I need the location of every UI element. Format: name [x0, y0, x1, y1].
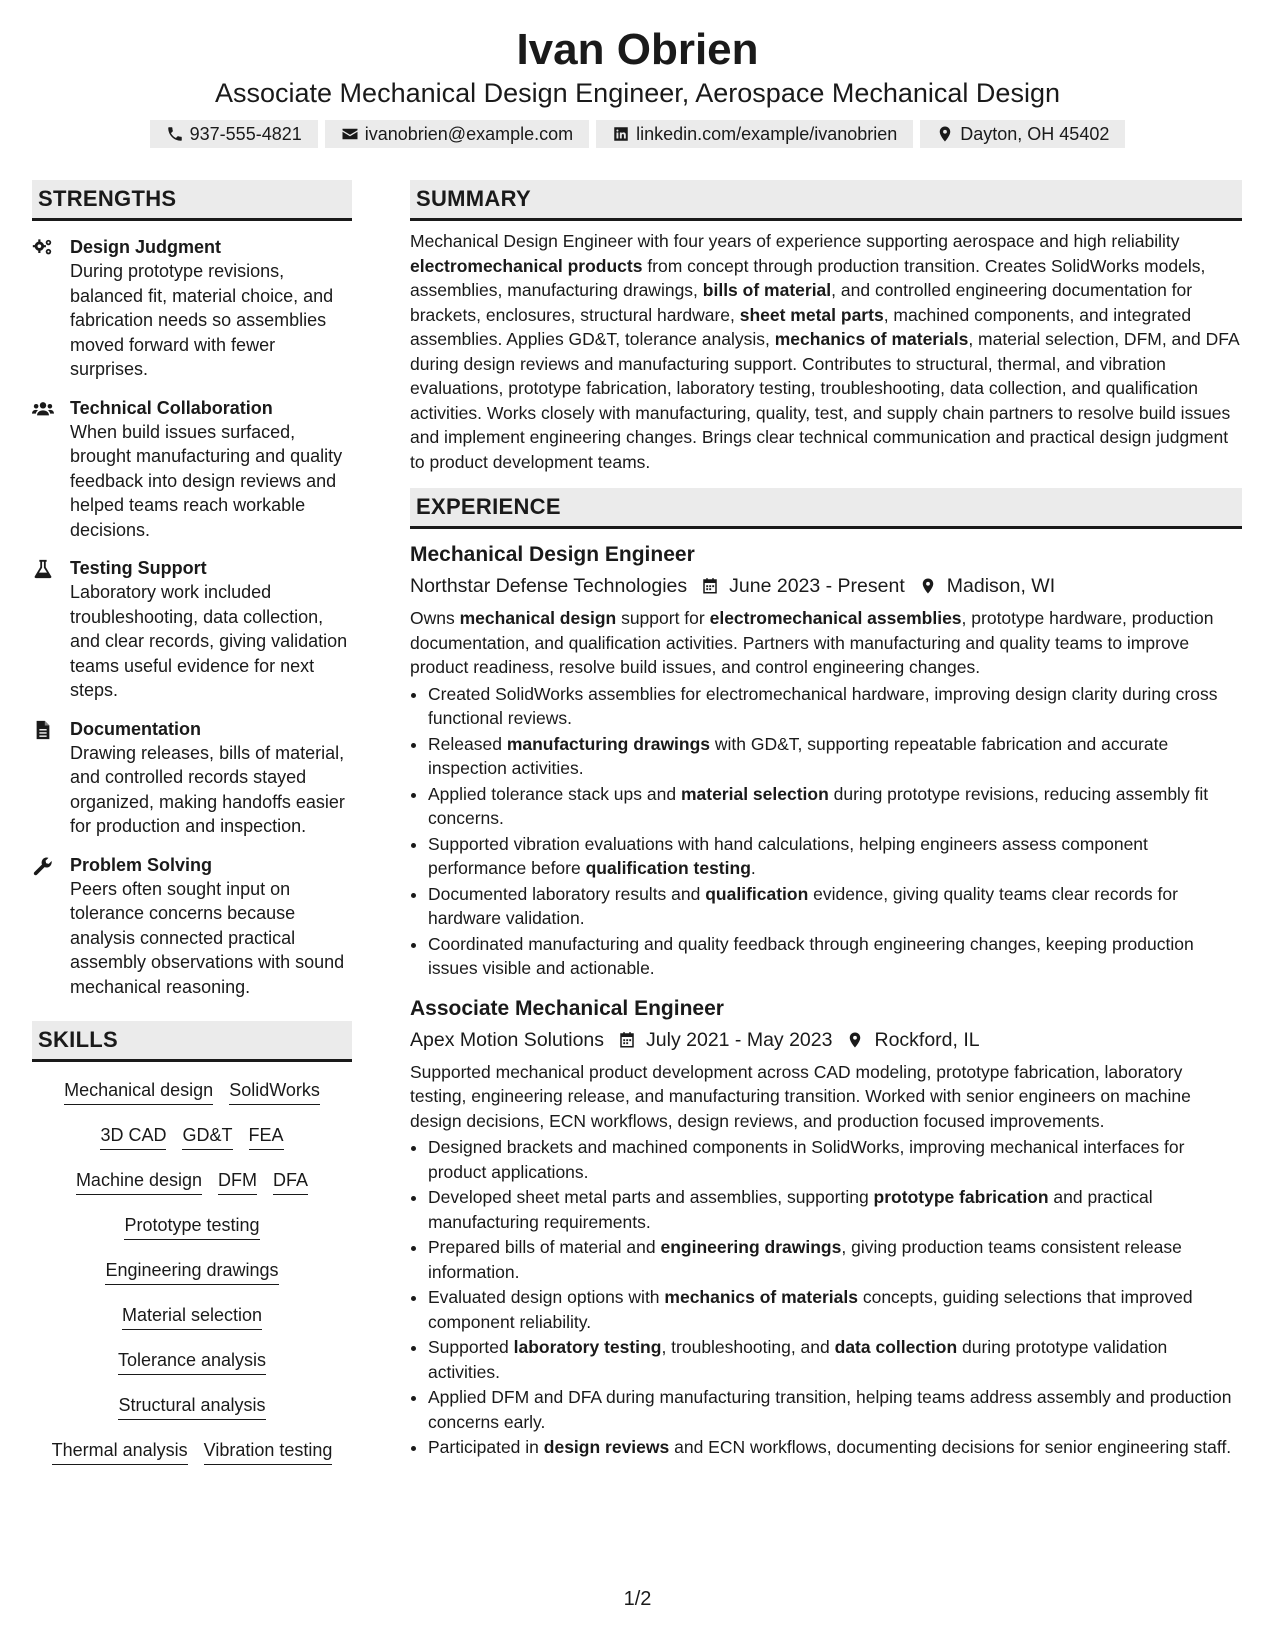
candidate-headline: Associate Mechanical Design Engineer, Aerospace Mechanical Design	[215, 78, 1060, 108]
envelope-icon	[341, 125, 359, 143]
bullet-text: Supported vibration evaluations with hand calculations, helping engineers assess component performance before	[428, 833, 1148, 878]
strength-item	[32, 235, 352, 382]
contact-bar	[0, 120, 1275, 148]
job-bullet	[428, 1185, 1242, 1234]
job-bullet	[428, 682, 1242, 731]
skill-row	[32, 1168, 352, 1213]
strength-item	[32, 556, 352, 703]
strength-description: Laboratory work included troubleshooting, data collection, and clear records, giving validation teams useful evidence for next steps.	[70, 582, 348, 700]
job-description-emphasis: electromechanical assemblies	[709, 608, 962, 628]
contact-email-text: ivanobrien@example.com	[364, 123, 574, 144]
summary-text: from concept through production transition. Creates SolidWorks models, assemblies, manufacturing drawings,	[410, 255, 1206, 300]
summary-emphasis: sheet metal parts	[739, 304, 884, 325]
summary-emphasis: bills of material	[702, 280, 832, 300]
skill-tag: DFA	[273, 1168, 308, 1195]
job-bullet	[428, 882, 1242, 931]
bullet-text: .	[750, 858, 756, 878]
bullet-text: evidence, giving quality teams clear records for hardware validation.	[428, 883, 1178, 928]
job-description-text: Owns	[410, 608, 460, 628]
contact-phone-text: 937-555-4821	[189, 123, 302, 144]
bullet-emphasis: engineering drawings	[660, 1237, 842, 1257]
skill-tag: Vibration testing	[204, 1438, 333, 1465]
job-title: Mechanical Design Engineer	[410, 543, 695, 566]
bullet-emphasis: data collection	[834, 1337, 958, 1357]
summary-emphasis: mechanics of materials	[774, 329, 969, 349]
skill-tag: Engineering drawings	[105, 1258, 278, 1285]
file-icon	[32, 720, 54, 740]
skill-tag: GD&T	[182, 1123, 232, 1150]
bullet-text: Supported	[428, 1337, 514, 1357]
job-bullet	[428, 1135, 1242, 1184]
bullet-text: Evaluated design options with	[428, 1287, 665, 1307]
bullet-text: and practical manufacturing requirements.	[428, 1187, 1153, 1232]
job-company: Apex Motion Solutions	[410, 1028, 605, 1051]
bullet-text: Designed brackets and machined components in SolidWorks, improving mechanical interfaces for product applications.	[428, 1137, 1185, 1182]
skills-heading: SKILLS	[32, 1021, 352, 1062]
contact-linkedin-text: linkedin.com/example/ivanobrien	[636, 123, 898, 144]
skills-list	[32, 1078, 352, 1483]
wrench-icon	[32, 856, 54, 876]
bullet-text: and ECN workflows, documenting decisions for senior engineering staff.	[669, 1437, 1232, 1457]
strength-description: Peers often sought input on tolerance concerns because analysis connected practical assembly observations with sound mechanical reasoning.	[70, 878, 345, 997]
strength-item	[32, 396, 352, 543]
job-description	[410, 606, 1242, 680]
job-meta	[410, 1026, 1242, 1054]
job-title: Associate Mechanical Engineer	[410, 996, 724, 1020]
page-number: 1/2	[623, 1588, 652, 1610]
strength-title: Technical Collaboration	[70, 397, 273, 418]
job-description-text: , prototype hardware, production documentation, and qualification activities. Partners with manufacturing and quality teams to improve product readiness, resolve build issues, and control engineering changes.	[410, 608, 1214, 677]
bullet-emphasis: manufacturing drawings	[506, 733, 711, 754]
bullet-text: during prototype revisions, reducing assembly fit concerns.	[428, 783, 1209, 828]
bullet-text: , giving production teams consistent release information.	[428, 1237, 1182, 1282]
contact-email[interactable]	[325, 120, 589, 148]
job-description-text: support for	[616, 608, 710, 628]
skill-row	[32, 1393, 352, 1438]
job-bullets	[410, 682, 1242, 981]
strength-title: Design Judgment	[70, 237, 222, 257]
job-entry	[410, 995, 1242, 1460]
bullet-emphasis: qualification	[705, 883, 809, 904]
strength-description: When build issues surfaced, brought manufacturing and quality feedback into design reviews and helped teams reach workable decisions.	[70, 421, 343, 540]
strength-title: Documentation	[70, 718, 202, 739]
contact-linkedin[interactable]	[596, 120, 913, 148]
job-meta	[410, 572, 1242, 600]
strength-item	[32, 717, 352, 839]
job-description	[410, 1060, 1242, 1134]
skill-row	[32, 1213, 352, 1258]
job-bullet	[428, 1435, 1242, 1460]
skill-row	[32, 1438, 352, 1483]
resume-header	[0, 0, 1275, 148]
bullet-text: Developed sheet metal parts and assemblies, supporting	[428, 1187, 874, 1207]
bullet-text: Prepared bills of material and	[428, 1237, 661, 1257]
skill-row	[32, 1258, 352, 1303]
linkedin-icon	[612, 125, 630, 143]
bullet-emphasis: laboratory testing	[513, 1337, 662, 1357]
strength-title: Problem Solving	[70, 854, 213, 875]
contact-location	[920, 120, 1125, 148]
skill-row	[32, 1348, 352, 1393]
job-dates: July 2021 - May 2023	[646, 1028, 833, 1051]
job-bullet	[428, 1335, 1242, 1384]
summary-heading: SUMMARY	[410, 180, 1242, 221]
calendar-icon	[701, 577, 719, 595]
job-bullets	[410, 1135, 1242, 1460]
gears-icon	[32, 238, 54, 258]
skill-tag: Mechanical design	[64, 1078, 213, 1105]
job-location: Madison, WI	[946, 575, 1056, 597]
skill-tag: Machine design	[76, 1168, 202, 1195]
bullet-text: Applied DFM and DFA during manufacturing transition, helping teams address assembly and production concerns early.	[428, 1387, 1232, 1432]
skill-tag: Material selection	[122, 1303, 262, 1330]
job-entry	[410, 541, 1242, 981]
bullet-emphasis: design reviews	[543, 1437, 670, 1457]
job-bullet	[428, 932, 1242, 981]
skill-tag: DFM	[218, 1168, 257, 1195]
bullet-emphasis: mechanics of materials	[664, 1287, 858, 1307]
flask-icon	[32, 559, 54, 579]
job-bullet	[428, 832, 1242, 881]
skill-row	[32, 1078, 352, 1123]
job-bullet	[428, 732, 1242, 781]
map-pin-icon	[936, 125, 954, 143]
bullet-emphasis: qualification testing	[585, 858, 751, 878]
candidate-name: Ivan Obrien	[516, 25, 759, 74]
bullet-text: Created SolidWorks assemblies for electromechanical hardware, improving design clarity during cross functional reviews.	[428, 683, 1218, 728]
skill-tag: Structural analysis	[118, 1393, 265, 1420]
left-column	[32, 180, 352, 1483]
skill-tag: Tolerance analysis	[118, 1348, 266, 1375]
summary-text: Mechanical Design Engineer with four years of experience supporting aerospace and high reliability	[410, 231, 1180, 251]
job-bullet	[428, 1235, 1242, 1284]
strength-description: During prototype revisions, balanced fit, material choice, and fabrication needs so assemblies moved forward with fewer surprises.	[70, 261, 334, 379]
calendar-icon	[618, 1031, 636, 1049]
job-bullet	[428, 782, 1242, 831]
experience-list	[410, 541, 1242, 1460]
right-column	[410, 180, 1242, 1461]
bullet-text: Applied tolerance stack ups and	[428, 783, 681, 804]
contact-location-text: Dayton, OH 45402	[960, 123, 1110, 144]
bullet-text: Documented laboratory results and	[428, 883, 706, 904]
phone-icon	[166, 125, 184, 143]
job-company: Northstar Defense Technologies	[410, 575, 688, 597]
bullet-text: Coordinated manufacturing and quality feedback through engineering changes, keeping production issues visible and actionable.	[428, 933, 1194, 978]
skill-tag: Prototype testing	[124, 1213, 259, 1240]
job-description-text: Supported mechanical product development across CAD modeling, prototype fabrication, laboratory testing, engineering release, and manufacturing transition. Worked with senior engineers on machine design decisions, ECN workflows, design reviews, and production focused improvements.	[410, 1061, 1191, 1131]
strength-item	[32, 853, 352, 1000]
bullet-text: , troubleshooting, and	[661, 1337, 835, 1357]
skill-tag: Thermal analysis	[52, 1438, 188, 1465]
experience-heading: EXPERIENCE	[410, 488, 1242, 529]
bullet-text: during prototype validation activities.	[428, 1337, 1168, 1382]
skill-tag: 3D CAD	[100, 1123, 166, 1150]
users-icon	[32, 399, 54, 419]
job-bullet	[428, 1385, 1242, 1434]
bullet-text: Participated in	[428, 1437, 544, 1457]
contact-phone[interactable]	[150, 120, 318, 148]
bullet-text: with GD&T, supporting repeatable fabrication and accurate inspection activities.	[428, 733, 1169, 778]
summary-text: , material selection, DFM, and DFA during design reviews and manufacturing support. Contributes to structural, thermal, and vibration evaluations, prototype fabrication, laboratory testing, troubleshooting, data collection, and qualification activities. Works closely with manufacturing, quality, test, and supply chain partners to resolve build issues and implement engineering changes. Brings clear technical communication and practical design judgment to product development teams.	[410, 329, 1239, 472]
strength-title: Testing Support	[70, 558, 207, 578]
skill-row	[32, 1123, 352, 1168]
summary-text	[410, 229, 1242, 474]
bullet-text: Released	[428, 733, 507, 754]
map-pin-icon	[846, 1031, 864, 1049]
map-pin-icon	[919, 577, 937, 595]
skill-tag: FEA	[249, 1123, 284, 1150]
job-description-emphasis: mechanical design	[459, 608, 617, 628]
strength-description: Drawing releases, bills of material, and controlled records stayed organized, making handoffs easier for production and inspection.	[70, 742, 345, 836]
summary-text: , machined components, and integrated assemblies. Applies GD&T, tolerance analysis,	[410, 304, 1192, 349]
bullet-emphasis: material selection	[680, 783, 829, 804]
job-location: Rockford, IL	[874, 1028, 980, 1051]
job-dates: June 2023 - Present	[729, 575, 905, 597]
job-bullet	[428, 1285, 1242, 1334]
bullet-text: concepts, guiding selections that improved component reliability.	[428, 1287, 1193, 1332]
summary-text: , and controlled engineering documentation for brackets, enclosures, structural hardware,	[410, 280, 1193, 325]
strengths-heading: STRENGTHS	[32, 180, 352, 221]
summary-emphasis: electromechanical products	[410, 255, 643, 276]
skill-tag: SolidWorks	[229, 1078, 320, 1105]
bullet-emphasis: prototype fabrication	[873, 1187, 1049, 1207]
skill-row	[32, 1303, 352, 1348]
